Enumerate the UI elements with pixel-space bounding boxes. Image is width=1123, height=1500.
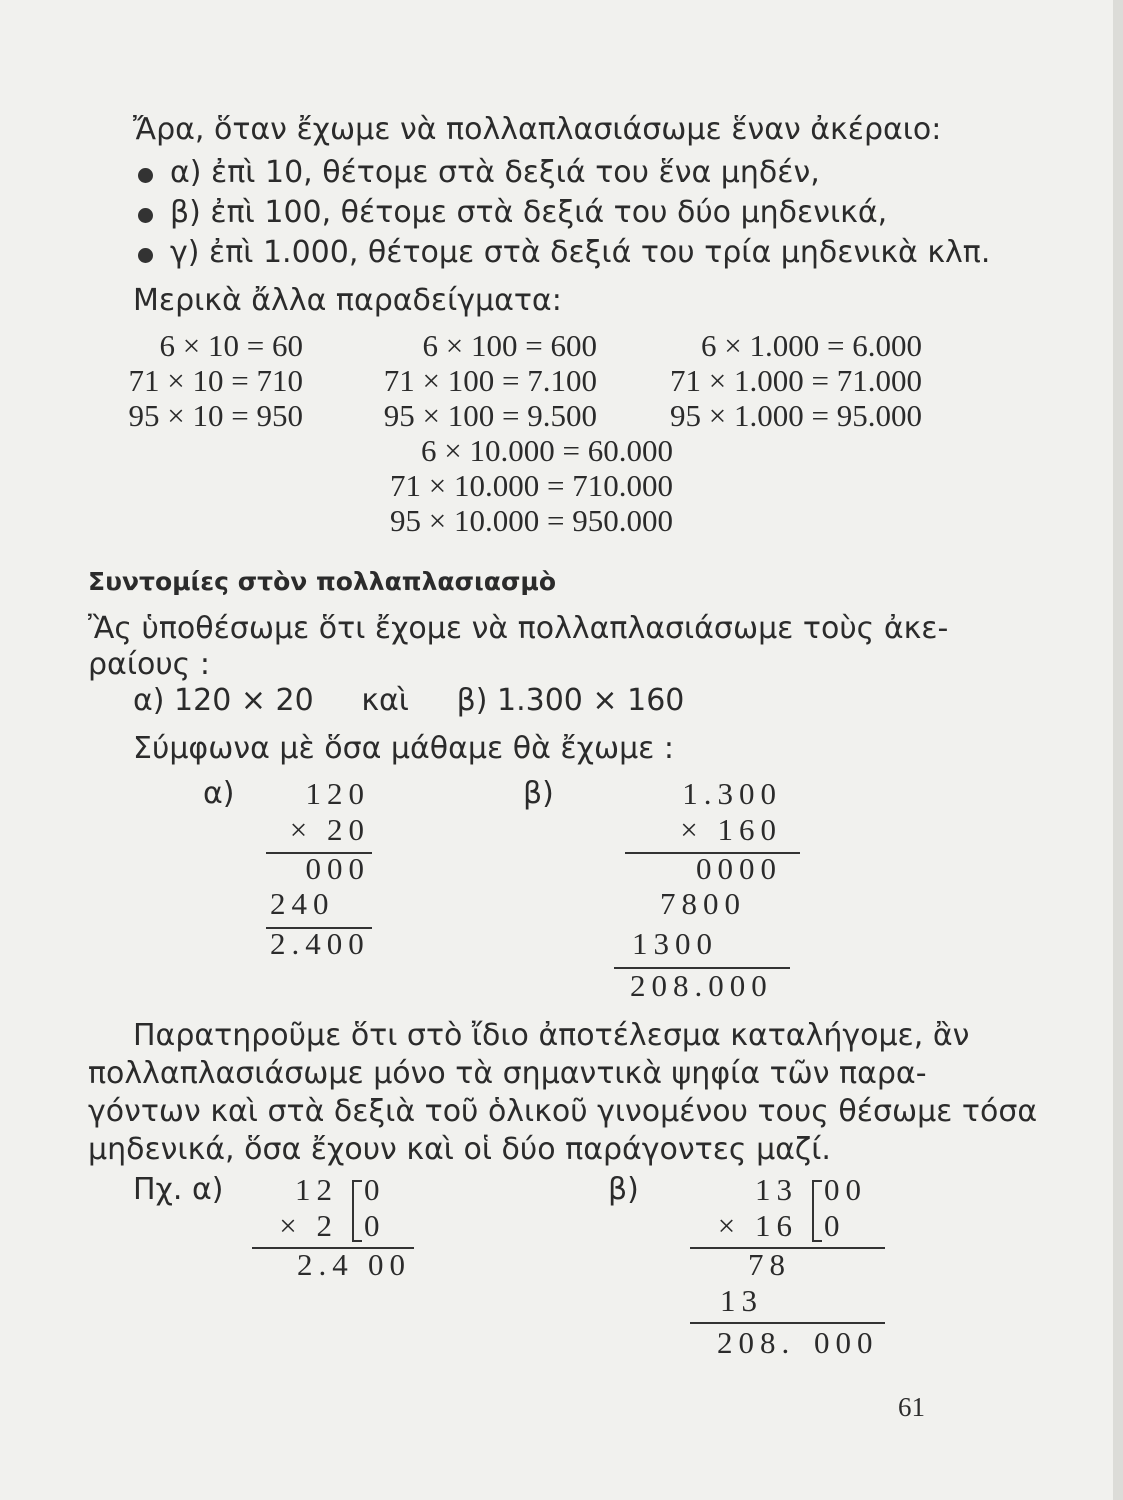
short-b-partial: 78 xyxy=(748,1247,791,1282)
short-a-result-left: 2.4 xyxy=(297,1247,354,1282)
observation-line: Παρατηροῦμε ὅτι στὸ ἴδιο ἀποτέλεσμα καταλήγομε, ἂν xyxy=(133,1018,970,1053)
short-b-top-left: 13 xyxy=(755,1172,798,1207)
short-b-partial: 13 xyxy=(720,1283,763,1318)
intro-line: Ἄρα, ὅταν ἔχωμε νὰ πολλαπλασιάσωμε ἕναν ἀκέραιο: xyxy=(133,112,942,147)
calc-b-multiplier: × 160 xyxy=(680,812,782,847)
bullet-icon xyxy=(138,168,153,183)
calc-b-multiplicand: 1.300 xyxy=(682,776,782,811)
separator xyxy=(812,1180,822,1182)
calc-a-multiplier: × 20 xyxy=(289,812,370,847)
short-b-mid-left: × 16 xyxy=(717,1208,798,1243)
short-b-result-right: 000 xyxy=(814,1325,879,1360)
section-heading: Συντομίες στὸν πολλαπλασιασμὸ xyxy=(88,567,556,596)
short-a-top-right: 0 xyxy=(364,1172,386,1207)
short-a-mid-right: 0 xyxy=(364,1208,386,1243)
bullet-icon xyxy=(138,208,153,223)
bullet-icon xyxy=(138,248,153,263)
observation-line: μηδενικά, ὅσα ἔχουν καὶ οἱ δύο παράγοντες μαζί. xyxy=(88,1132,831,1167)
short-a-mid-left: × 2 xyxy=(279,1208,338,1243)
page-number: 61 xyxy=(898,1392,925,1422)
short-a-top-left: 12 xyxy=(295,1172,338,1207)
calc-a-label: α) xyxy=(203,776,235,811)
paragraph-line: Ἂς ὑποθέσωμε ὅτι ἔχομε νὰ πολλαπλασιάσωμε τοὺς ἀκε- xyxy=(88,611,949,646)
example: 71 × 1.000 = 71.000 xyxy=(670,363,922,398)
short-b-result-left: 208. xyxy=(717,1325,796,1360)
observation-line: γόντων καὶ στὰ δεξιὰ τοῦ ὁλικοῦ γινομένου τους θέσωμε τόσα xyxy=(88,1094,1038,1129)
example: 6 × 10.000 = 60.000 xyxy=(421,433,673,468)
short-a-prefix: Πχ. α) xyxy=(133,1172,224,1207)
calc-b-label: β) xyxy=(523,776,554,811)
short-a-result-right: 00 xyxy=(368,1247,411,1282)
according-line: Σύμφωνα μὲ ὅσα μάθαμε θὰ ἔχωμε : xyxy=(133,731,675,766)
example: 95 × 1.000 = 95.000 xyxy=(670,398,922,433)
calc-a-partial: 240 xyxy=(270,886,335,921)
separator xyxy=(812,1240,822,1242)
calc-b-partial: 7800 xyxy=(660,886,746,921)
example: 95 × 10 = 950 xyxy=(128,398,303,433)
short-b-top-right: 00 xyxy=(824,1172,867,1207)
short-b-prefix: β) xyxy=(608,1172,639,1207)
example: 6 × 100 = 600 xyxy=(422,328,597,363)
page-edge xyxy=(1113,0,1123,1500)
calc-rule xyxy=(690,1322,885,1324)
short-b-mid-right: 0 xyxy=(824,1208,846,1243)
example: 95 × 10.000 = 950.000 xyxy=(390,503,673,538)
separator xyxy=(352,1180,354,1240)
calc-a-partial: 000 xyxy=(305,851,370,886)
problem-statement: α) 120 × 20 καὶ β) 1.300 × 160 xyxy=(133,683,685,718)
example: 71 × 10.000 = 710.000 xyxy=(390,468,673,503)
observation-line: πολλαπλασιάσωμε μόνο τὰ σημαντικὰ ψηφία τῶν παρα- xyxy=(88,1056,927,1091)
separator xyxy=(352,1240,362,1242)
calc-a-result: 2.400 xyxy=(270,926,370,961)
calc-b-partial: 0000 xyxy=(696,851,782,886)
example: 95 × 100 = 9.500 xyxy=(383,398,597,433)
examples-label: Μερικὰ ἄλλα παραδείγματα: xyxy=(133,283,562,318)
calc-a-multiplicand: 120 xyxy=(305,776,370,811)
rule-item-c: γ) ἐπὶ 1.000, θέτομε στὰ δεξιά του τρία μηδενικὰ κλπ. xyxy=(170,235,991,270)
calc-b-partial: 1300 xyxy=(632,926,718,961)
paragraph-line: ραίους : xyxy=(88,647,210,682)
example: 71 × 10 = 710 xyxy=(128,363,303,398)
rule-item-b: β) ἐπὶ 100, θέτομε στὰ δεξιά του δύο μηδενικά, xyxy=(170,195,888,230)
calc-b-result: 208.000 xyxy=(630,968,773,1003)
example: 6 × 10 = 60 xyxy=(159,328,303,363)
example: 6 × 1.000 = 6.000 xyxy=(701,328,922,363)
separator xyxy=(812,1180,814,1240)
example: 71 × 100 = 7.100 xyxy=(383,363,597,398)
rule-item-a: α) ἐπὶ 10, θέτομε στὰ δεξιά του ἕνα μηδέν, xyxy=(170,155,820,190)
separator xyxy=(352,1180,362,1182)
